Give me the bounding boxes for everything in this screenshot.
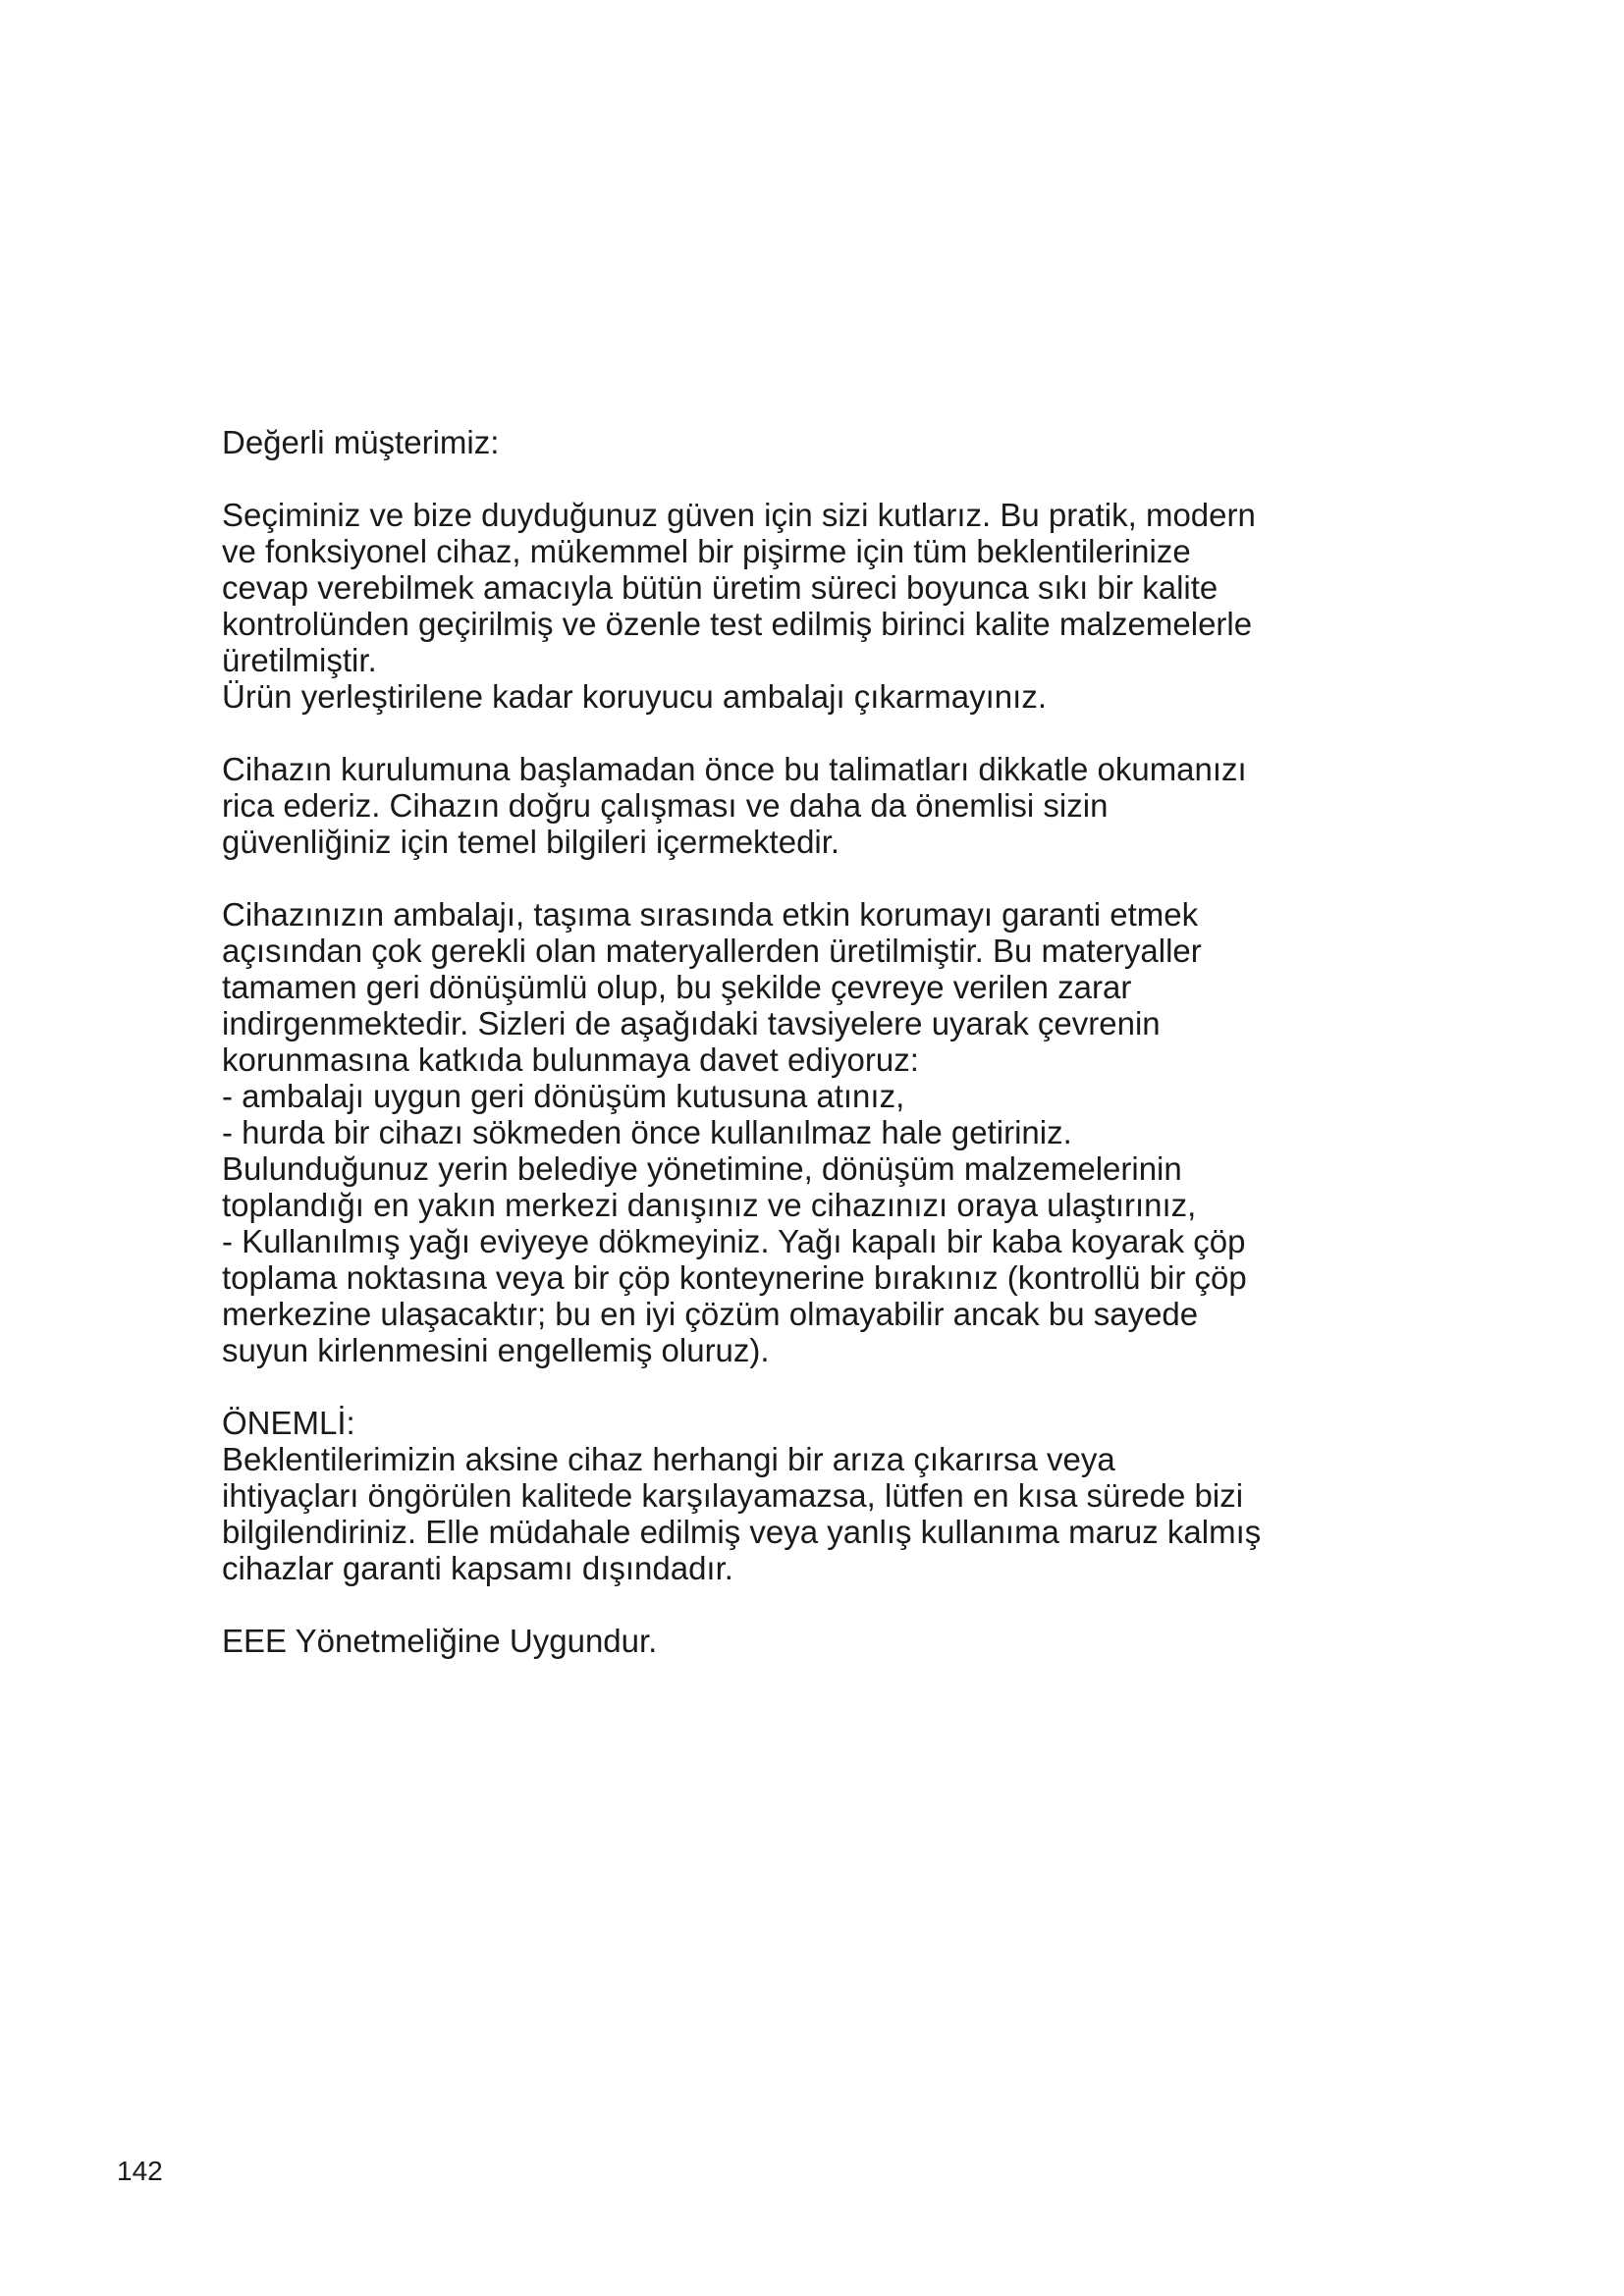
important-line: ihtiyaçları öngörülen kalitede karşılayamazsa, lütfen en kısa sürede bizi: [222, 1477, 1244, 1514]
intro-line: üretilmiştir.: [222, 642, 377, 678]
packaging-line: Cihazınızın ambalajı, taşıma sırasında etkin korumayı garanti etmek: [222, 896, 1199, 933]
important-line: bilgilendiriniz. Elle müdahale edilmiş veya yanlış kullanıma maruz kalmış: [222, 1514, 1262, 1550]
important-paragraph: [222, 1405, 1439, 1586]
packaging-line: tamamen geri dönüşümlü olup, bu şekilde çevreye verilen zarar: [222, 969, 1132, 1005]
intro-paragraph: [222, 497, 1439, 715]
intro-line: Ürün yerleştirilene kadar koruyucu ambalajı çıkarmayınız.: [222, 678, 1048, 715]
packaging-line: toplama noktasına veya bir çöp konteynerine bırakınız (kontrollü bir çöp: [222, 1259, 1247, 1296]
intro-line: cevap verebilmek amacıyla bütün üretim süreci boyunca sıkı bir kalite: [222, 569, 1218, 606]
important-line: Beklentilerimizin aksine cihaz herhangi bir arıza çıkarırsa veya: [222, 1441, 1115, 1477]
packaging-line: merkezine ulaşacaktır; bu en iyi çözüm olmayabilir ancak bu sayede: [222, 1296, 1199, 1332]
packaging-list-item: - Kullanılmış yağı eviyeye dökmeyiniz. Yağı kapalı bir kaba koyarak çöp: [222, 1223, 1246, 1259]
document-body: [222, 424, 1439, 1695]
packaging-line: suyun kirlenmesini engellemiş oluruz).: [222, 1332, 770, 1368]
important-heading: ÖNEMLİ:: [222, 1405, 355, 1441]
instructions-line: güvenliğiniz için temel bilgileri içermektedir.: [222, 824, 840, 860]
instructions-line: rica ederiz. Cihazın doğru çalışması ve daha da önemlisi sizin: [222, 787, 1109, 824]
packaging-list-item: - ambalajı uygun geri dönüşüm kutusuna atınız,: [222, 1078, 905, 1114]
packaging-list-item: - hurda bir cihazı sökmeden önce kullanılmaz hale getiriniz.: [222, 1114, 1072, 1150]
page-number: 142: [117, 2156, 163, 2186]
intro-line: Seçiminiz ve bize duyduğunuz güven için sizi kutlarız. Bu pratik, modern: [222, 497, 1256, 533]
packaging-line: Bulunduğunuz yerin belediye yönetimine, dönüşüm malzemelerinin: [222, 1150, 1182, 1187]
compliance-statement: EEE Yönetmeliğine Uygundur.: [222, 1623, 658, 1659]
important-line: cihazlar garanti kapsamı dışındadır.: [222, 1550, 733, 1586]
packaging-line: açısından çok gerekli olan materyallerden üretilmiştir. Bu materyaller: [222, 933, 1202, 969]
packaging-line: toplandığı en yakın merkezi danışınız ve cihazınızı oraya ulaştırınız,: [222, 1187, 1197, 1223]
instructions-line: Cihazın kurulumuna başlamadan önce bu talimatları dikkatle okumanızı: [222, 751, 1247, 787]
intro-line: kontrolünden geçirilmiş ve özenle test edilmiş birinci kalite malzemelerle: [222, 606, 1253, 642]
instructions-paragraph: [222, 751, 1439, 860]
packaging-paragraph: [222, 896, 1439, 1368]
intro-line: ve fonksiyonel cihaz, mükemmel bir pişirme için tüm beklentilerinize: [222, 533, 1191, 569]
packaging-line: indirgenmektedir. Sizleri de aşağıdaki tavsiyelere uyarak çevrenin: [222, 1005, 1161, 1041]
greeting: Değerli müşterimiz:: [222, 424, 500, 460]
packaging-line: korunmasına katkıda bulunmaya davet ediyoruz:: [222, 1041, 919, 1078]
